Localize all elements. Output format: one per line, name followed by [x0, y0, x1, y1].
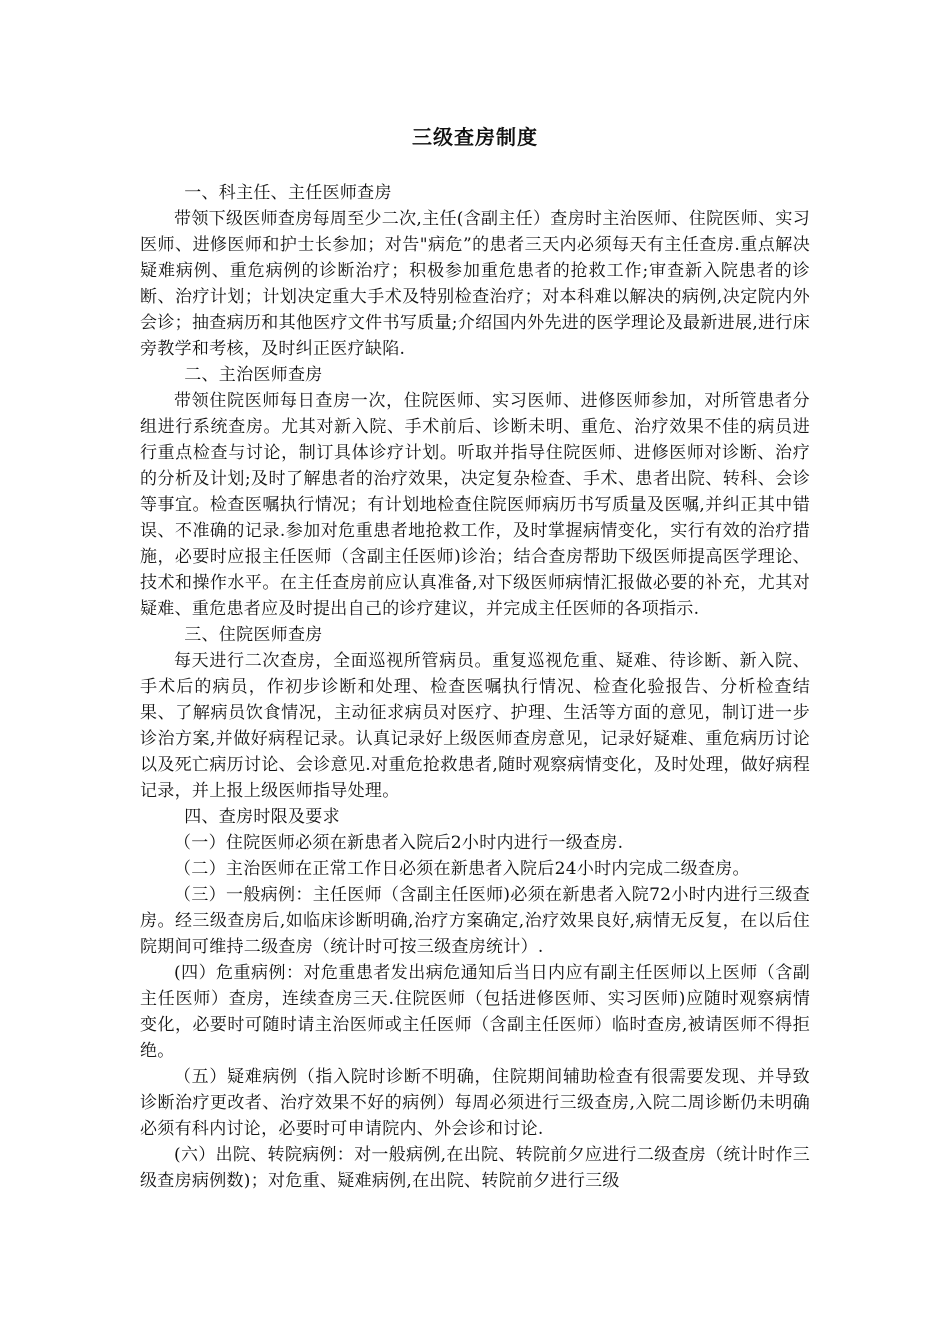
section-heading-4: 四、查房时限及要求: [184, 807, 340, 827]
rule-item-6: (六）出院、转院病例：对一般病例,在出院、转院前夕应进行二级查房（统计时作三级查房病例数)；对危重、疑难病例,在出院、转院前夕进行三级: [140, 1145, 810, 1191]
section-heading-1: 一、科主任、主任医师查房: [184, 183, 392, 203]
section-2-paragraph: 带领住院医师每日查房一次，住院医师、实习医师、进修医师参加，对所管患者分组进行系统查房。尤其对新入院、手术前后、诊断未明、重危、治疗效果不佳的病员进行重点检查与讨论，制订具体诊疗计划。听取并指导住院医师、进修医师对诊断、治疗的分析及计划;及时了解患者的治疗效果，决定复杂检查、手术、患者出院、转科、会诊等事宜。检查医嘱执行情况；有计划地检查住院医师病历书写质量及医嘱,并纠正其中错误、不准确的记录.参加对危重患者地抢救工作，及时掌握病情变化，实行有效的治疗措施，必要时应报主任医师（含副主任医师)诊治；结合查房帮助下级医师提高医学理论、技术和操作水平。在主任查房前应认真准备,对下级医师病情汇报做必要的补充，尤其对疑难、重危患者应及时提出自己的诊疗建议，并完成主任医师的各项指示.: [140, 391, 810, 619]
section-3-paragraph: 每天进行二次查房，全面巡视所管病员。重复巡视危重、疑难、待诊断、新入院、手术后的病员，作初步诊断和处理、检查医嘱执行情况、检查化验报告、分析检查结果、了解病员饮食情况，主动征求病员对医疗、护理、生活等方面的意见，制订进一步诊治方案,并做好病程记录。认真记录好上级医师查房意见，记录好疑难、重危病历讨论以及死亡病历讨论、会诊意见.对重危抢救患者,随时观察病情变化，及时处理，做好病程记录，并上报上级医师指导处理。: [140, 651, 810, 801]
document-title: 三级查房制度: [412, 125, 538, 149]
rule-item-1: （一）住院医师必须在新患者入院后2小时内进行一级查房.: [174, 833, 624, 853]
document-body: [140, 180, 810, 1194]
rule-item-3: （三）一般病例：主任医师（含副主任医师)必须在新患者入院72小时内进行三级查房。经三级查房后,如临床诊断明确,治疗方案确定,治疗效果良好,病情无反复，在以后住院期间可维持二级查房（统计时可按三级查房统计）.: [140, 885, 810, 957]
section-heading-3: 三、住院医师查房: [184, 625, 323, 645]
rule-item-2: （二）主治医师在正常工作日必须在新患者入院后24小时内完成二级查房。: [174, 859, 750, 879]
rule-item-5: （五）疑难病例（指入院时诊断不明确，住院期间辅助检查有很需要发现、并导致诊断治疗更改者、治疗效果不好的病例）每周必须进行三级查房,入院二周诊断仍未明确必须有科内讨论，必要时可申请院内、外会诊和讨论.: [140, 1067, 810, 1139]
section-1-paragraph: 带领下级医师查房每周至少二次,主任(含副主任）查房时主治医师、住院医师、实习医师、进修医师和护士长参加；对告"病危”的患者三天内必须每天有主任查房.重点解决疑难病例、重危病例的诊断治疗；积极参加重危患者的抢救工作;审查新入院患者的诊断、治疗计划；计划决定重大手术及特别检查治疗；对本科难以解决的病例,决定院内外会诊；抽查病历和其他医疗文件书写质量;介绍国内外先进的医学理论及最新进展,进行床旁教学和考核，及时纠正医疗缺陷.: [140, 209, 810, 359]
rule-item-4: (四）危重病例：对危重患者发出病危通知后当日内应有副主任医师以上医师（含副主任医师）查房，连续查房三天.住院医师（包括进修医师、实习医师)应随时观察病情变化，必要时可随时请主治医师或主任医师（含副主任医师）临时查房,被请医师不得拒绝。: [140, 963, 810, 1061]
section-heading-2: 二、主治医师查房: [184, 365, 323, 385]
